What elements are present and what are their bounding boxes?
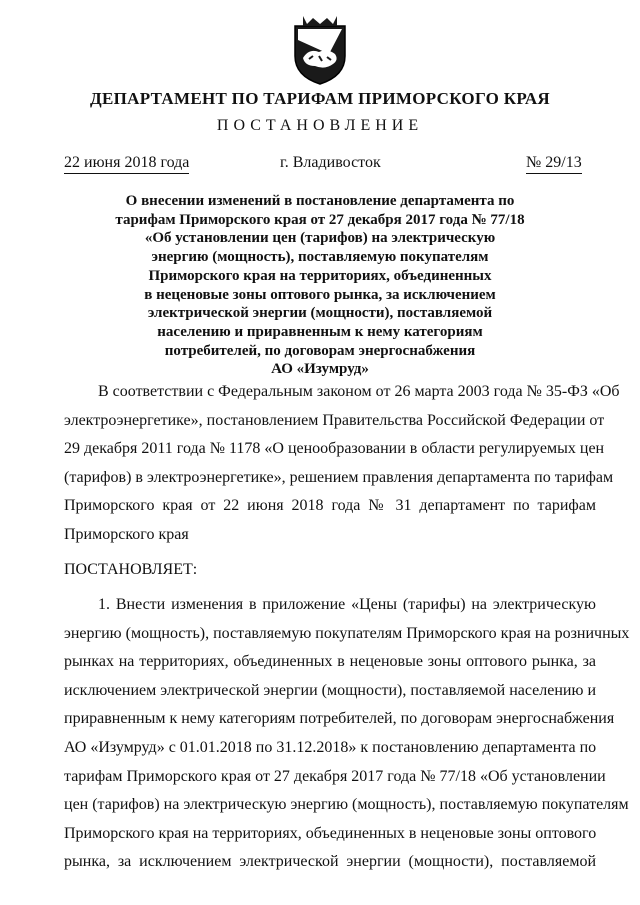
item-1-line: рынках на территориях, объединенных в неценовые зоны оптового рынка, за	[64, 653, 596, 671]
title-line: «Об установлении цен (тарифов) на электрическую	[144, 230, 496, 247]
document-city: г. Владивосток	[280, 154, 381, 171]
item-1-line: тарифам Приморского края от 27 декабря 2017 года № 77/18 «Об установлении	[64, 767, 606, 785]
document-type: ПОСТАНОВЛЕНИЕ	[216, 117, 424, 134]
item-1-line: АО «Изумруд» с 01.01.2018 по 31.12.2018» к постановлению департамента по	[64, 738, 597, 756]
item-1-line: Приморского края на территориях, объединенных в неценовые зоны оптового	[64, 824, 597, 842]
title-line: тарифам Приморского края от 27 декабря 2017 года № 77/18	[115, 211, 525, 228]
department-name: ДЕПАРТАМЕНТ ПО ТАРИФАМ ПРИМОРСКОГО КРАЯ	[89, 89, 551, 108]
title-line: электрической энергии (мощности), поставляемой	[147, 305, 493, 322]
title-line: потребителей, по договорам энергоснабжения	[164, 342, 476, 359]
item-1-line: исключением электрической энергии (мощности), поставляемой населению и	[64, 681, 596, 699]
coat-of-arms-icon	[289, 12, 351, 86]
preamble-paragraph	[64, 378, 620, 550]
title-line: в неценовые зоны оптового рынка, за исключением	[144, 286, 496, 303]
item-1-paragraph	[64, 591, 630, 877]
preamble-line: 29 декабря 2011 года № 1178 «О ценообразовании в области регулируемых цен	[64, 440, 605, 458]
item-1-line: рынка, за исключением электрической энергии (мощности), поставляемой	[64, 853, 596, 871]
title-line: Приморского края на территориях, объединенных	[148, 267, 492, 284]
preamble-line: Приморского края	[64, 525, 189, 543]
title-line: АО «Изумруд»	[271, 361, 369, 378]
item-1-line: приравненным к нему категориям потребителей, по договорам энергоснабжения	[64, 710, 615, 728]
preamble-line: В соответствии с Федеральным законом от 26 марта 2003 года № 35-ФЗ «Об	[98, 383, 620, 400]
item-1-line: энергию (мощность), поставляемую покупателям Приморского края на розничных	[64, 624, 630, 642]
document-title	[110, 192, 530, 379]
title-line: населению и приравненным к нему категориям	[157, 323, 483, 340]
document-date: 22 июня 2018 года	[64, 154, 189, 174]
title-line: О внесении изменений в постановление департамента по	[125, 193, 515, 209]
item-1-line: цен (тарифов) на электрическую энергию (мощность), поставляемую покупателям	[64, 796, 629, 814]
title-line: энергию (мощность), поставляемую покупателям	[151, 249, 489, 266]
item-1-line: 1. Внести изменения в приложение «Цены (тарифы) на электрическую	[98, 596, 596, 613]
document-number: № 29/13	[526, 154, 582, 174]
resolves-heading: ПОСТАНОВЛЯЕТ:	[64, 561, 198, 578]
preamble-line: Приморского края от 22 июня 2018 года № 31 департамент по тарифам	[64, 497, 596, 515]
preamble-line: электроэнергетике», постановлением Правительства Российской Федерации от	[64, 411, 605, 429]
preamble-line: (тарифов) в электроэнергетике», решением правления департамента по тарифам	[64, 468, 614, 486]
